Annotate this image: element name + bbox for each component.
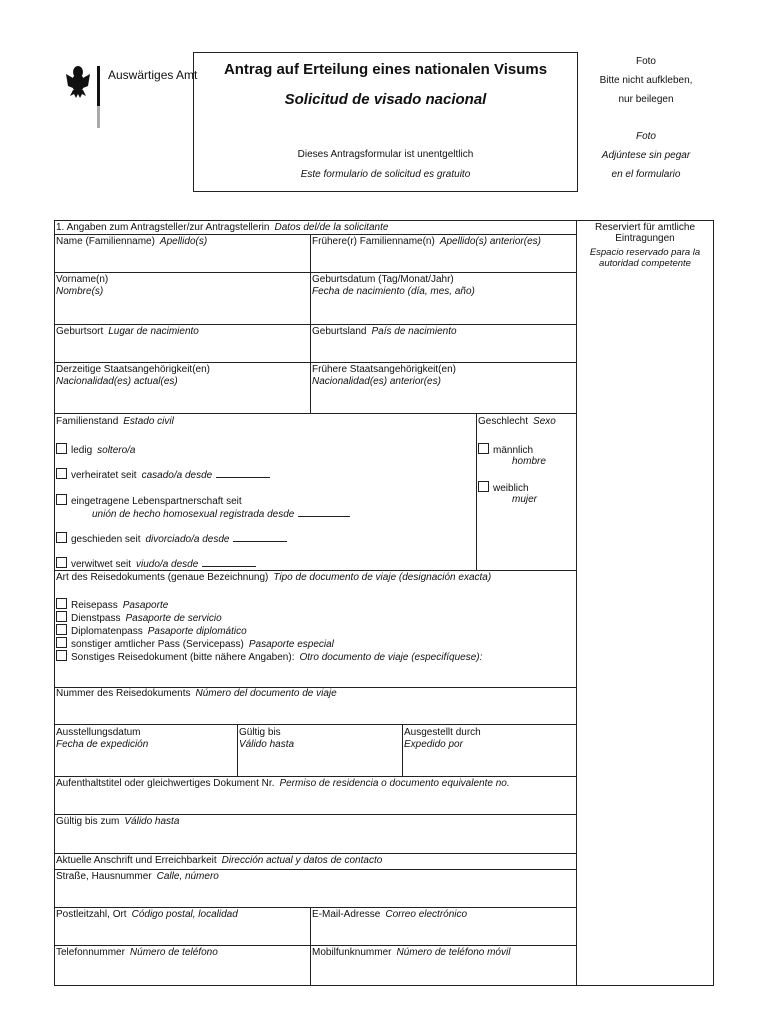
valid-label-de: Gültig bis [239,727,281,738]
photo-note-line: nur beilegen [618,94,674,105]
reserved-label-es: Espacio reservado para la [589,247,701,258]
valid-label-es: Válido hasta [239,739,295,750]
residence-label-de: Aufenthaltstitel oder gleichwertiges Dokument Nr. [56,778,275,789]
street-label-es: Calle, número [156,871,219,882]
marital-option-single[interactable] [56,443,136,457]
marital-option-divorced[interactable] [56,532,287,546]
valid-until-label-de: Gültig bis zum [56,816,120,827]
checkbox-married[interactable] [56,468,67,479]
reserved-column [578,222,712,269]
title-de: Antrag auf Erteilung eines nationalen Visums [223,61,548,78]
issued-by-label-de: Ausgestellt durch [404,727,481,738]
mobile-label-de: Mobilfunknummer [312,947,392,958]
checkbox-divorced[interactable] [56,532,67,543]
contact-title-de: Aktuelle Anschrift und Erreichbarkeit [56,855,217,866]
checkbox-service-passport[interactable] [56,611,67,622]
first-name-field[interactable] [56,274,108,298]
checkbox-partnership[interactable] [56,494,67,505]
partnership-label-de: eingetragene Lebenspartnerschaft seit [71,496,242,507]
passport-label-de: Reisepass [71,600,118,611]
single-label-es: soltero/a [97,445,136,456]
divorced-label-de: geschieden seit [71,534,141,545]
diplomatic-label-de: Diplomatenpass [71,626,143,637]
photo-note-line: en el formulario [611,169,681,180]
divorced-date-line[interactable] [233,532,287,542]
dob-label-de: Geburtsdatum (Tag/Monat/Jahr) [312,274,454,285]
nationality-field[interactable] [56,364,210,388]
sex-option-female[interactable] [478,481,529,495]
reserved-label-de: Reserviert für amtliche [594,222,696,233]
surname-field[interactable] [56,236,207,248]
service-label-es: Pasaporte de servicio [125,613,222,624]
marital-title-es: Estado civil [123,416,174,427]
nationality-label-de: Derzeitige Staatsangehörigkeit(en) [56,364,210,375]
contact-title-es: Dirección actual y datos de contacto [221,855,383,866]
email-field[interactable] [312,909,467,921]
marital-option-widowed[interactable] [56,557,256,571]
partnership-label-es: unión de hecho homosexual registrada desde [92,509,295,520]
doc-number-label-de: Nummer des Reisedokuments [56,688,191,699]
reserved-label-es: autoridad competente [599,258,691,269]
free-note-es: Este formulario de solicitud es gratuito [300,169,471,180]
street-field[interactable] [56,871,219,883]
doc-type-title-es: Tipo de documento de viaje (designación exacta) [273,572,492,583]
mobile-label-es: Número de teléfono móvil [396,947,511,958]
photo-note-line: Bitte nicht aufkleben, [599,75,693,86]
other-label-de: Sonstiges Reisedokument (bitte nähere Angaben): [71,652,295,663]
residence-valid-until-field[interactable] [56,816,179,828]
marital-option-partnership[interactable] [56,494,242,508]
photo-note-line: Foto [635,131,656,142]
photo-note-line: Adjúntese sin pegar [601,150,691,161]
issue-label-es: Fecha de expedición [56,739,149,750]
surname-label-es: Apellido(s) [159,236,208,247]
postal-label-es: Código postal, localidad [131,909,238,920]
issued-by-label-es: Expedido por [404,739,463,750]
cob-label-es: País de nacimiento [371,326,457,337]
doc-option-special[interactable] [56,637,334,651]
single-label-de: ledig [71,445,93,456]
doc-type-heading [56,572,491,584]
first-name-label-es: Nombre(s) [56,286,104,297]
free-note-de: Dieses Antragsformular ist unentgeltlich [297,149,474,160]
other-label-es: Otro documento de viaje (especifíquese): [299,652,483,663]
email-label-de: E-Mail-Adresse [312,909,381,920]
married-label-es: casado/a desde [141,470,213,481]
section-1-label-es: Datos del/de la solicitante [274,222,389,233]
checkbox-male[interactable] [478,443,489,454]
checkbox-special-passport[interactable] [56,637,67,648]
former-surname-label-de: Frühere(r) Familienname(n) [312,236,435,247]
marital-title-de: Familienstand [56,416,119,427]
widowed-date-line[interactable] [202,557,256,567]
doc-option-diplomatic[interactable] [56,624,247,638]
phone-label-es: Número de teléfono [129,947,218,958]
passport-label-es: Pasaporte [122,600,169,611]
nationality-label-es: Nacionalidad(es) actual(es) [56,376,178,387]
married-date-line[interactable] [216,468,270,478]
valid-until-field[interactable] [239,727,294,751]
former-nationality-label-es: Nacionalidad(es) anterior(es) [312,376,441,387]
former-surname-label-es: Apellido(s) anterior(es) [439,236,541,247]
postal-label-de: Postleitzahl, Ort [56,909,127,920]
marital-option-married[interactable] [56,468,270,482]
pob-label-de: Geburtsort [56,326,104,337]
special-label-de: sonstiger amtlicher Pass (Servicepass) [71,639,244,650]
authority-name: Auswärtiges Amt [108,68,198,82]
street-label-de: Straße, Hausnummer [56,871,152,882]
country-of-birth-field[interactable] [312,326,457,338]
married-label-de: verheiratet seit [71,470,137,481]
doc-option-service[interactable] [56,611,222,625]
phone-label-de: Telefonnummer [56,947,125,958]
former-nationality-label-de: Frühere Staatsangehörigkeit(en) [312,364,456,375]
checkbox-other-document[interactable] [56,650,67,661]
checkbox-female[interactable] [478,481,489,492]
sex-option-male[interactable] [478,443,533,457]
doc-number-label-es: Número del documento de viaje [195,688,337,699]
residence-label-es: Permiso de residencia o documento equivalente no. [279,778,510,789]
doc-option-other[interactable] [56,650,482,664]
email-label-es: Correo electrónico [385,909,468,920]
first-name-label-de: Vorname(n) [56,274,109,285]
doc-number-field[interactable] [56,688,337,700]
title-box [193,52,578,192]
divorced-label-es: divorciado/a desde [145,534,230,545]
section-1-label-de: 1. Angaben zum Antragsteller/zur Antragstellerin [56,222,270,233]
former-surname-field[interactable] [312,236,541,248]
widowed-label-es: viudo/a desde [136,559,199,570]
male-label-es: hombre [512,456,546,467]
issue-date-field[interactable] [56,727,148,751]
widowed-label-de: verwitwet seit [71,559,132,570]
male-label-de: männlich [493,445,534,456]
marital-status-heading [56,416,174,428]
sex-title-de: Geschlecht [478,416,529,427]
valid-until-label-es: Válido hasta [124,816,180,827]
pob-label-es: Lugar de nacimiento [108,326,199,337]
postal-code-field[interactable] [56,909,238,921]
photo-note-line: Foto [635,56,656,67]
title-es: Solicitud de visado nacional [284,91,487,108]
doc-type-title-de: Art des Reisedokuments (genaue Bezeichnung) [56,572,269,583]
partnership-es-line [92,507,350,521]
contact-heading [56,855,382,867]
dob-label-es: Fecha de nacimiento (día, mes, año) [312,286,475,297]
female-label-de: weiblich [493,483,529,494]
diplomatic-label-es: Pasaporte diplomático [147,626,247,637]
special-label-es: Pasaporte especial [248,639,334,650]
residence-permit-field[interactable] [56,778,510,790]
section-1-heading [56,222,388,234]
doc-option-passport[interactable] [56,598,168,612]
cob-label-de: Geburtsland [312,326,367,337]
place-of-birth-field[interactable] [56,326,199,338]
checkbox-diplomatic-passport[interactable] [56,624,67,635]
sex-heading [478,416,556,428]
federal-eagle-logo [64,64,100,134]
service-label-de: Dienstpass [71,613,121,624]
former-nationality-field[interactable] [312,364,456,388]
sex-title-es: Sexo [533,416,556,427]
checkbox-passport[interactable] [56,598,67,609]
partnership-date-line[interactable] [298,507,350,517]
mobile-field[interactable] [312,947,510,959]
checkbox-single[interactable] [56,443,67,454]
issued-by-field[interactable] [404,727,481,751]
photo-note [580,52,712,184]
checkbox-widowed[interactable] [56,557,67,568]
surname-label-de: Name (Familienname) [56,236,155,247]
female-label-es: mujer [512,494,538,505]
issue-label-de: Ausstellungsdatum [56,727,141,738]
phone-field[interactable] [56,947,218,959]
reserved-label-de: Eintragungen [615,233,675,244]
date-of-birth-field[interactable] [312,274,475,298]
